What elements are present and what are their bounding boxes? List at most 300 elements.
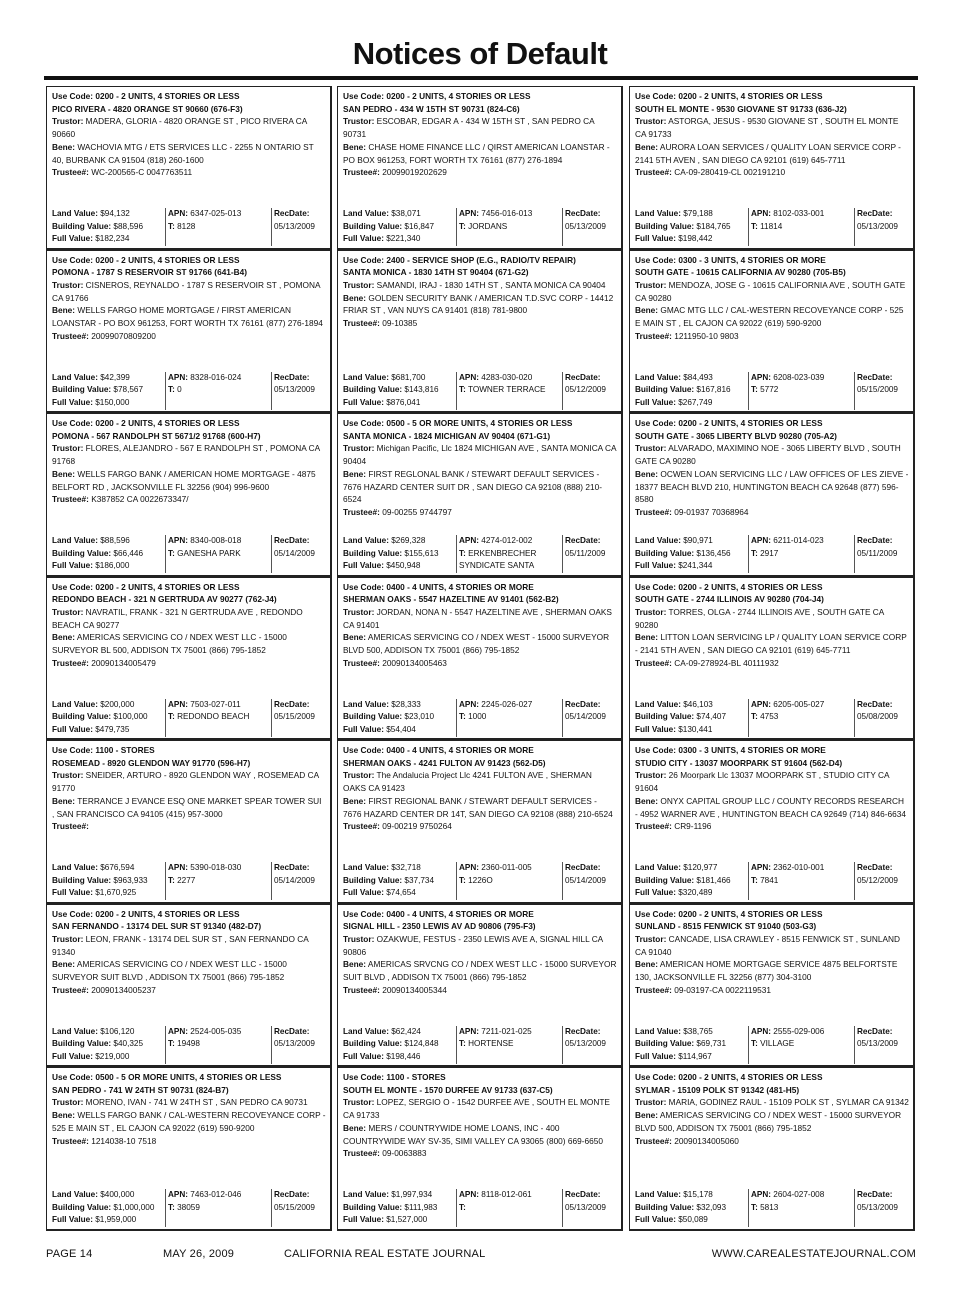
beneficiary-line bbox=[52, 795, 326, 820]
trustor-value: SAMANDI, IRAJ - 1830 14TH ST , SANTA MONICA CA 90404 bbox=[376, 279, 606, 290]
use-code: Use Code: 0200 - 2 UNITS, 4 STORIES OR LESS bbox=[52, 418, 240, 428]
trustor-label: Trustor: bbox=[52, 1097, 84, 1108]
property-location: SIGNAL HILL - 2350 LEWIS AV AD 90806 (795-F3) bbox=[343, 921, 536, 932]
trustor-value: ALVARADO, MAXIMINO NOE - 3065 LIBERTY BLVD , SOUTH GATE CA 90280 bbox=[635, 443, 901, 467]
use-code: Use Code: 1100 - STORES bbox=[52, 745, 155, 755]
full-value-amount: $221,340 bbox=[386, 234, 421, 244]
recording-info bbox=[857, 1189, 913, 1214]
full-value-amount: $182,234 bbox=[95, 234, 130, 244]
beneficiary-line bbox=[52, 958, 326, 983]
trustor-value: ESCOBAR, EDGAR A - 434 W 15TH ST , SAN PEDRO CA 90731 bbox=[343, 116, 595, 140]
trustee-value: 09-00255 9744797 bbox=[382, 506, 452, 517]
recording-info bbox=[274, 208, 330, 233]
land-value bbox=[52, 208, 166, 221]
tract-label: T: bbox=[751, 1039, 758, 1049]
building-value-label: Building Value: bbox=[343, 385, 403, 395]
building-value-amount: $1,000,000 bbox=[113, 1202, 155, 1212]
land-value-amount: $88,596 bbox=[100, 536, 130, 545]
property-values bbox=[635, 1026, 749, 1064]
parcel-info bbox=[459, 208, 563, 233]
footer-date: MAY 26, 2009 bbox=[163, 1248, 235, 1260]
beneficiary-line bbox=[343, 631, 617, 656]
building-value-amount: $32,093 bbox=[696, 1202, 727, 1212]
tract-label: T: bbox=[459, 221, 466, 231]
recdate-value: 05/13/2009 bbox=[565, 1039, 606, 1049]
recdate-label: RecDate: bbox=[274, 699, 310, 709]
notice-record bbox=[337, 250, 623, 414]
land-value bbox=[343, 535, 457, 548]
apn-value: 2360-011-005 bbox=[481, 863, 532, 872]
parcel-info bbox=[459, 862, 563, 887]
apn-label: APN: bbox=[459, 863, 480, 872]
tract-value: REDONDO BEACH bbox=[177, 712, 250, 722]
full-value bbox=[343, 1051, 457, 1064]
full-value bbox=[635, 887, 749, 900]
full-value-amount: $74,654 bbox=[386, 888, 416, 898]
building-value-label: Building Value: bbox=[635, 385, 695, 395]
full-value-label: Full Value: bbox=[343, 888, 384, 898]
notice-record bbox=[46, 250, 332, 414]
tract bbox=[168, 875, 272, 888]
recdate-value: 05/13/2009 bbox=[565, 1202, 606, 1212]
property-location: SANTA MONICA - 1830 14TH ST 90404 (671-G2) bbox=[343, 267, 529, 278]
apn-value: 7211-021-025 bbox=[481, 1026, 532, 1036]
bene-label: Bene: bbox=[635, 305, 659, 316]
bene-value: WELLS FARGO BANK / CAL-WESTERN RECOVEYANCE CORP - 525 E MAIN ST , EL CAJON CA 92022 (619) 590-9200 bbox=[52, 1110, 326, 1133]
land-value-amount: $62,424 bbox=[391, 1026, 421, 1036]
building-value bbox=[635, 1202, 749, 1215]
building-value-amount: $155,613 bbox=[404, 548, 439, 558]
parcel-info bbox=[751, 862, 855, 887]
recording-info bbox=[565, 699, 621, 724]
building-value-label: Building Value: bbox=[343, 712, 403, 722]
tract bbox=[751, 548, 855, 561]
beneficiary-line bbox=[343, 795, 617, 820]
trustee-value: 09-01937 70368964 bbox=[674, 506, 749, 517]
full-value bbox=[635, 1214, 749, 1227]
bene-label: Bene: bbox=[52, 959, 76, 970]
land-value bbox=[52, 862, 166, 875]
tract bbox=[751, 875, 855, 888]
beneficiary-line bbox=[635, 141, 909, 166]
land-value-amount: $38,071 bbox=[391, 209, 421, 218]
recdate-value: 05/14/2009 bbox=[565, 712, 606, 722]
use-code: Use Code: 0200 - 2 UNITS, 4 STORIES OR LESS bbox=[635, 1072, 823, 1082]
building-value bbox=[52, 875, 166, 888]
parcel-info bbox=[751, 1026, 855, 1051]
property-values bbox=[343, 862, 457, 900]
trustor-label: Trustor: bbox=[343, 1097, 375, 1108]
trustee-label: Trustee#: bbox=[635, 984, 672, 995]
recdate-label: RecDate: bbox=[274, 209, 310, 218]
trustee-value: 20090134005237 bbox=[91, 984, 156, 995]
apn-label: APN: bbox=[459, 1190, 480, 1199]
land-value-label: Land Value: bbox=[635, 536, 681, 545]
recording-info bbox=[274, 862, 330, 887]
full-value bbox=[52, 887, 166, 900]
apn-label: APN: bbox=[751, 372, 772, 382]
recording-info bbox=[274, 1189, 330, 1214]
trustor-label: Trustor: bbox=[635, 933, 667, 944]
land-value-amount: $200,000 bbox=[100, 699, 135, 709]
tract-label: T: bbox=[459, 385, 466, 395]
trustee-line bbox=[635, 506, 909, 519]
use-code: Use Code: 0200 - 2 UNITS, 4 STORIES OR LESS bbox=[52, 908, 240, 919]
apn-value: 4274-012-002 bbox=[481, 536, 533, 545]
beneficiary-line bbox=[635, 304, 909, 329]
use-code: Use Code: 2400 - SERVICE SHOP (E.G., RADIO/TV REPAIR) bbox=[343, 254, 576, 265]
parcel-info bbox=[168, 535, 272, 560]
land-value bbox=[635, 535, 749, 548]
notice-record bbox=[337, 904, 623, 1068]
apn-label: APN: bbox=[168, 209, 189, 218]
building-value bbox=[343, 221, 457, 234]
trustor-label: Trustor: bbox=[343, 933, 375, 944]
full-value-label: Full Value: bbox=[52, 234, 93, 244]
trustor-line bbox=[52, 115, 326, 140]
apn bbox=[751, 208, 855, 221]
notice-record bbox=[46, 904, 332, 1068]
trustor-value: SNEIDER, ARTURO - 8920 GLENDON WAY , ROSEMEAD CA 91770 bbox=[52, 770, 319, 794]
parcel-info bbox=[168, 208, 272, 233]
land-value bbox=[343, 372, 457, 385]
trustee-label: Trustee#: bbox=[52, 984, 89, 995]
full-value-amount: $320,489 bbox=[678, 888, 713, 898]
building-value-label: Building Value: bbox=[52, 548, 112, 558]
building-value-label: Building Value: bbox=[52, 385, 112, 395]
trustee-value: CR9-1196 bbox=[674, 821, 712, 832]
tract-value: 5772 bbox=[760, 385, 779, 395]
building-value-label: Building Value: bbox=[635, 221, 695, 231]
full-value bbox=[52, 1214, 166, 1227]
land-value-amount: $32,718 bbox=[391, 863, 421, 872]
trustor-value: TORRES, OLGA - 2744 ILLINOIS AVE , SOUTH GATE CA 90280 bbox=[635, 606, 884, 630]
recording-info bbox=[274, 1026, 330, 1051]
full-value-amount: $50,089 bbox=[678, 1215, 708, 1225]
trustee-line bbox=[52, 820, 326, 833]
trustee-value: CA-09-278924-BL 40111932 bbox=[674, 657, 779, 668]
apn-value: 4283-030-020 bbox=[481, 372, 533, 382]
trustee-label: Trustee#: bbox=[635, 330, 672, 341]
building-value bbox=[52, 1038, 166, 1051]
parcel-info bbox=[751, 699, 855, 724]
land-value-label: Land Value: bbox=[635, 372, 681, 382]
apn-label: APN: bbox=[168, 536, 189, 545]
bene-value: AMERICAN HOME MORTGAGE SERVICE 4875 BELFORTSTE 130, JACKSONVILLE FL 32256 (877) 304-3100 bbox=[635, 959, 898, 983]
full-value bbox=[343, 560, 457, 573]
property-location: SUNLAND - 8515 FENWICK ST 91040 (503-G3) bbox=[635, 921, 817, 932]
trustor-label: Trustor: bbox=[52, 443, 84, 454]
apn-value: 2604-027-008 bbox=[773, 1190, 825, 1199]
parcel-info bbox=[751, 208, 855, 233]
trustor-label: Trustor: bbox=[635, 1097, 667, 1108]
recdate-label: RecDate: bbox=[274, 863, 310, 872]
recording-info bbox=[565, 372, 621, 397]
bene-label: Bene: bbox=[52, 141, 76, 152]
full-value-label: Full Value: bbox=[635, 888, 676, 898]
apn bbox=[459, 372, 563, 385]
tract bbox=[459, 1202, 563, 1215]
beneficiary-line bbox=[343, 292, 617, 317]
building-value bbox=[343, 711, 457, 724]
trustee-label: Trustee#: bbox=[343, 167, 380, 178]
trustor-value: OZAKWUE, FESTUS - 2350 LEWIS AVE A, SIGNAL HILL CA 90806 bbox=[343, 933, 603, 957]
recdate-value: 05/13/2009 bbox=[274, 221, 315, 231]
trustee-label: Trustee#: bbox=[52, 494, 89, 505]
notice-details bbox=[343, 1071, 617, 1160]
parcel-info bbox=[751, 1189, 855, 1214]
notice-record bbox=[337, 1067, 623, 1231]
tract-label: T: bbox=[751, 221, 758, 231]
tract bbox=[459, 875, 563, 888]
recdate-value: 05/13/2009 bbox=[274, 385, 315, 395]
tract bbox=[459, 548, 563, 573]
recdate-label: RecDate: bbox=[274, 372, 310, 382]
use-code: Use Code: 0200 - 2 UNITS, 4 STORIES OR LESS bbox=[52, 91, 240, 101]
land-value bbox=[635, 1026, 749, 1039]
full-value-amount: $186,000 bbox=[95, 561, 130, 571]
property-location: ROSEMEAD - 8920 GLENDON WAY 91770 (596-H7) bbox=[52, 757, 251, 768]
beneficiary-line bbox=[343, 141, 617, 166]
recording-info bbox=[274, 535, 330, 560]
property-values bbox=[343, 208, 457, 246]
land-value-label: Land Value: bbox=[343, 536, 389, 545]
trustee-label: Trustee#: bbox=[52, 657, 89, 668]
tract-value: 38059 bbox=[177, 1202, 200, 1212]
trustor-label: Trustor: bbox=[343, 443, 375, 454]
apn bbox=[168, 862, 272, 875]
building-value-label: Building Value: bbox=[343, 1202, 403, 1212]
apn bbox=[751, 1026, 855, 1039]
apn bbox=[459, 208, 563, 221]
apn-label: APN: bbox=[751, 536, 772, 545]
land-value-amount: $676,594 bbox=[100, 863, 135, 872]
property-values bbox=[343, 1026, 457, 1064]
apn bbox=[459, 699, 563, 712]
bene-label: Bene: bbox=[52, 795, 76, 806]
recdate-value: 05/14/2009 bbox=[565, 875, 606, 885]
trustor-line bbox=[343, 606, 617, 631]
bene-label: Bene: bbox=[52, 468, 76, 479]
full-value-amount: $450,948 bbox=[386, 561, 421, 571]
trustee-label: Trustee#: bbox=[343, 506, 380, 517]
tract-value: 1226O bbox=[468, 875, 493, 885]
trustee-label: Trustee#: bbox=[635, 167, 672, 178]
recdate-label: RecDate: bbox=[857, 1190, 893, 1199]
beneficiary-line bbox=[635, 468, 909, 506]
apn-label: APN: bbox=[168, 372, 189, 382]
parcel-info bbox=[168, 862, 272, 887]
property-values bbox=[52, 372, 166, 410]
notice-column-2 bbox=[337, 86, 623, 1231]
footer-page: PAGE 14 bbox=[46, 1248, 93, 1260]
trustee-line bbox=[52, 330, 326, 343]
tract bbox=[751, 711, 855, 724]
tract-label: T: bbox=[459, 1039, 466, 1049]
trustor-value: MADERA, GLORIA - 4820 ORANGE ST , PICO RIVERA CA 90660 bbox=[52, 116, 307, 140]
tract bbox=[168, 548, 272, 561]
recdate-label: RecDate: bbox=[857, 209, 893, 218]
notice-details bbox=[343, 254, 617, 330]
notice-record bbox=[337, 86, 623, 250]
property-location: PICO RIVERA - 4820 ORANGE ST 90660 (676-F3) bbox=[52, 103, 243, 114]
notice-details bbox=[52, 1071, 326, 1147]
land-value-label: Land Value: bbox=[52, 209, 98, 218]
land-value bbox=[343, 1026, 457, 1039]
trustee-line bbox=[343, 1147, 617, 1160]
full-value bbox=[52, 724, 166, 737]
building-value bbox=[343, 1202, 457, 1215]
recdate-label: RecDate: bbox=[565, 372, 601, 382]
full-value-amount: $198,446 bbox=[386, 1051, 421, 1061]
land-value-amount: $94,132 bbox=[100, 209, 130, 218]
property-values bbox=[52, 699, 166, 737]
full-value bbox=[343, 1214, 457, 1227]
apn bbox=[459, 535, 563, 548]
trustee-label: Trustee#: bbox=[343, 657, 380, 668]
recdate-value: 05/14/2009 bbox=[274, 548, 315, 558]
trustee-value: 20090134005060 bbox=[674, 1135, 739, 1146]
land-value-amount: $681,700 bbox=[391, 372, 426, 382]
bene-value: AMERICAS SERVICING CO / NDEX WEST - 15000 SURVEYOR BLVD 500, ADDISON TX 75001 (866) 795-1852 bbox=[343, 632, 610, 656]
apn bbox=[751, 535, 855, 548]
full-value-label: Full Value: bbox=[635, 561, 676, 571]
trustor-line bbox=[343, 115, 617, 140]
trustee-value: 09-00219 9750264 bbox=[382, 821, 452, 832]
tract-value: JORDANS bbox=[468, 221, 508, 231]
land-value bbox=[343, 699, 457, 712]
trustor-line bbox=[635, 1096, 909, 1109]
notice-record bbox=[629, 904, 915, 1068]
land-value bbox=[635, 699, 749, 712]
tract bbox=[751, 221, 855, 234]
recdate-value: 05/13/2009 bbox=[857, 1039, 898, 1049]
apn-value: 2524-005-035 bbox=[190, 1026, 242, 1036]
tract-value: 19498 bbox=[177, 1039, 200, 1049]
building-value-amount: $23,010 bbox=[404, 712, 435, 722]
trustor-value: LOPEZ, SERGIO O - 1542 DURFEE AVE , SOUTH EL MONTE CA 91733 bbox=[343, 1097, 610, 1121]
trustor-label: Trustor: bbox=[52, 279, 84, 290]
notice-details bbox=[343, 417, 617, 519]
recdate-label: RecDate: bbox=[565, 536, 601, 545]
recdate-value: 05/12/2009 bbox=[565, 385, 606, 395]
recording-info bbox=[857, 372, 913, 397]
property-location: STUDIO CITY - 13037 MOORPARK ST 91604 (562-D4) bbox=[635, 757, 843, 768]
tract bbox=[168, 221, 272, 234]
apn-value: 7456-016-013 bbox=[481, 209, 533, 218]
use-code: Use Code: 0200 - 2 UNITS, 4 STORIES OR LESS bbox=[635, 91, 823, 101]
land-value bbox=[343, 862, 457, 875]
trustor-value: NAVRATIL, FRANK - 321 N GERTRUDA AVE , REDONDO BEACH CA 90277 bbox=[52, 606, 303, 630]
bene-label: Bene: bbox=[343, 468, 367, 479]
recdate-value: 05/15/2009 bbox=[274, 712, 315, 722]
full-value-amount: $876,041 bbox=[386, 397, 421, 407]
trustee-label: Trustee#: bbox=[343, 318, 380, 329]
land-value-label: Land Value: bbox=[343, 699, 389, 709]
beneficiary-line bbox=[635, 795, 909, 820]
trustee-value: 09-0063883 bbox=[382, 1148, 427, 1159]
building-value bbox=[635, 384, 749, 397]
bene-value: WELLS FARGO BANK / AMERICAN HOME MORTGAGE - 4875 BELFORT RD , JACKSONVILLE FL 32256 (904) 996-9600 bbox=[52, 468, 316, 492]
bene-value: AMERICAS SERVICING CO / NDEX WEST LLC - 15000 SURVEYOR SUIT BLVD , ADDISON TX 75001 (866) 795-1852 bbox=[52, 959, 287, 983]
full-value-label: Full Value: bbox=[343, 397, 384, 407]
trustee-line bbox=[635, 657, 909, 670]
full-value-label: Full Value: bbox=[635, 724, 676, 734]
apn-label: APN: bbox=[459, 1026, 480, 1036]
apn bbox=[168, 699, 272, 712]
land-value-label: Land Value: bbox=[635, 1026, 681, 1036]
tract bbox=[751, 384, 855, 397]
building-value-label: Building Value: bbox=[52, 1039, 112, 1049]
apn-label: APN: bbox=[459, 536, 480, 545]
tract-value: HORTENSE bbox=[468, 1039, 514, 1049]
use-code: Use Code: 0500 - 5 OR MORE UNITS, 4 STORIES OR LESS bbox=[343, 418, 573, 428]
recdate-label: RecDate: bbox=[565, 1190, 601, 1199]
tract-label: T: bbox=[168, 221, 175, 231]
property-location: SOUTH GATE - 2744 ILLINOIS AV 90280 (704-J4) bbox=[635, 594, 824, 605]
trustor-value: LEON, FRANK - 13174 DEL SUR ST , SAN FERNANDO CA 91340 bbox=[52, 933, 309, 957]
tract-value: 4753 bbox=[760, 712, 779, 722]
trustor-label: Trustor: bbox=[52, 770, 84, 781]
land-value-amount: $90,971 bbox=[683, 536, 713, 545]
trustee-line bbox=[635, 984, 909, 997]
bene-label: Bene: bbox=[52, 1110, 76, 1121]
bene-value: MERS / COUNTRYWIDE HOME LOANS, INC - 400 COUNTRYWIDE WAY SV-35, SIMI VALLEY CA 93065 (800) 669-6650 bbox=[343, 1122, 603, 1146]
trustee-line bbox=[343, 984, 617, 997]
building-value-amount: $124,848 bbox=[404, 1039, 439, 1049]
building-value bbox=[343, 875, 457, 888]
trustor-label: Trustor: bbox=[52, 606, 84, 617]
tract-label: T: bbox=[459, 712, 466, 722]
apn-value: 8328-016-024 bbox=[190, 372, 242, 382]
property-location: SYLMAR - 15109 POLK ST 91342 (481-H5) bbox=[635, 1084, 800, 1095]
land-value bbox=[52, 1026, 166, 1039]
property-location: SOUTH GATE - 3065 LIBERTY BLVD 90280 (705-A2) bbox=[635, 430, 837, 441]
building-value bbox=[343, 384, 457, 397]
property-values bbox=[635, 699, 749, 737]
parcel-info bbox=[459, 372, 563, 397]
notice-details bbox=[635, 254, 909, 343]
parcel-info bbox=[168, 1189, 272, 1214]
recording-info bbox=[857, 1026, 913, 1051]
full-value-amount: $267,749 bbox=[678, 397, 713, 407]
trustee-line bbox=[343, 166, 617, 179]
property-location: SOUTH EL MONTE - 1570 DURFEE AV 91733 (637-C5) bbox=[343, 1084, 553, 1095]
use-code: Use Code: 0200 - 2 UNITS, 4 STORIES OR LESS bbox=[635, 581, 823, 592]
tract bbox=[751, 1202, 855, 1215]
recording-info bbox=[565, 208, 621, 233]
building-value bbox=[635, 548, 749, 561]
trustee-line bbox=[635, 820, 909, 833]
beneficiary-line bbox=[343, 468, 617, 506]
notice-details bbox=[52, 908, 326, 997]
recording-info bbox=[274, 699, 330, 724]
bene-label: Bene: bbox=[635, 632, 659, 643]
trustor-label: Trustor: bbox=[343, 770, 375, 781]
full-value-label: Full Value: bbox=[635, 1051, 676, 1061]
trustee-value: 1211950-10 9803 bbox=[674, 330, 739, 341]
bene-label: Bene: bbox=[635, 141, 659, 152]
page-title: Notices of Default bbox=[352, 36, 608, 71]
tract-label: T: bbox=[751, 385, 758, 395]
recdate-label: RecDate: bbox=[857, 863, 893, 872]
full-value-label: Full Value: bbox=[52, 397, 93, 407]
land-value bbox=[343, 1189, 457, 1202]
building-value-label: Building Value: bbox=[52, 1202, 112, 1212]
beneficiary-line bbox=[52, 141, 326, 166]
land-value-amount: $84,493 bbox=[683, 372, 713, 382]
property-values bbox=[635, 862, 749, 900]
